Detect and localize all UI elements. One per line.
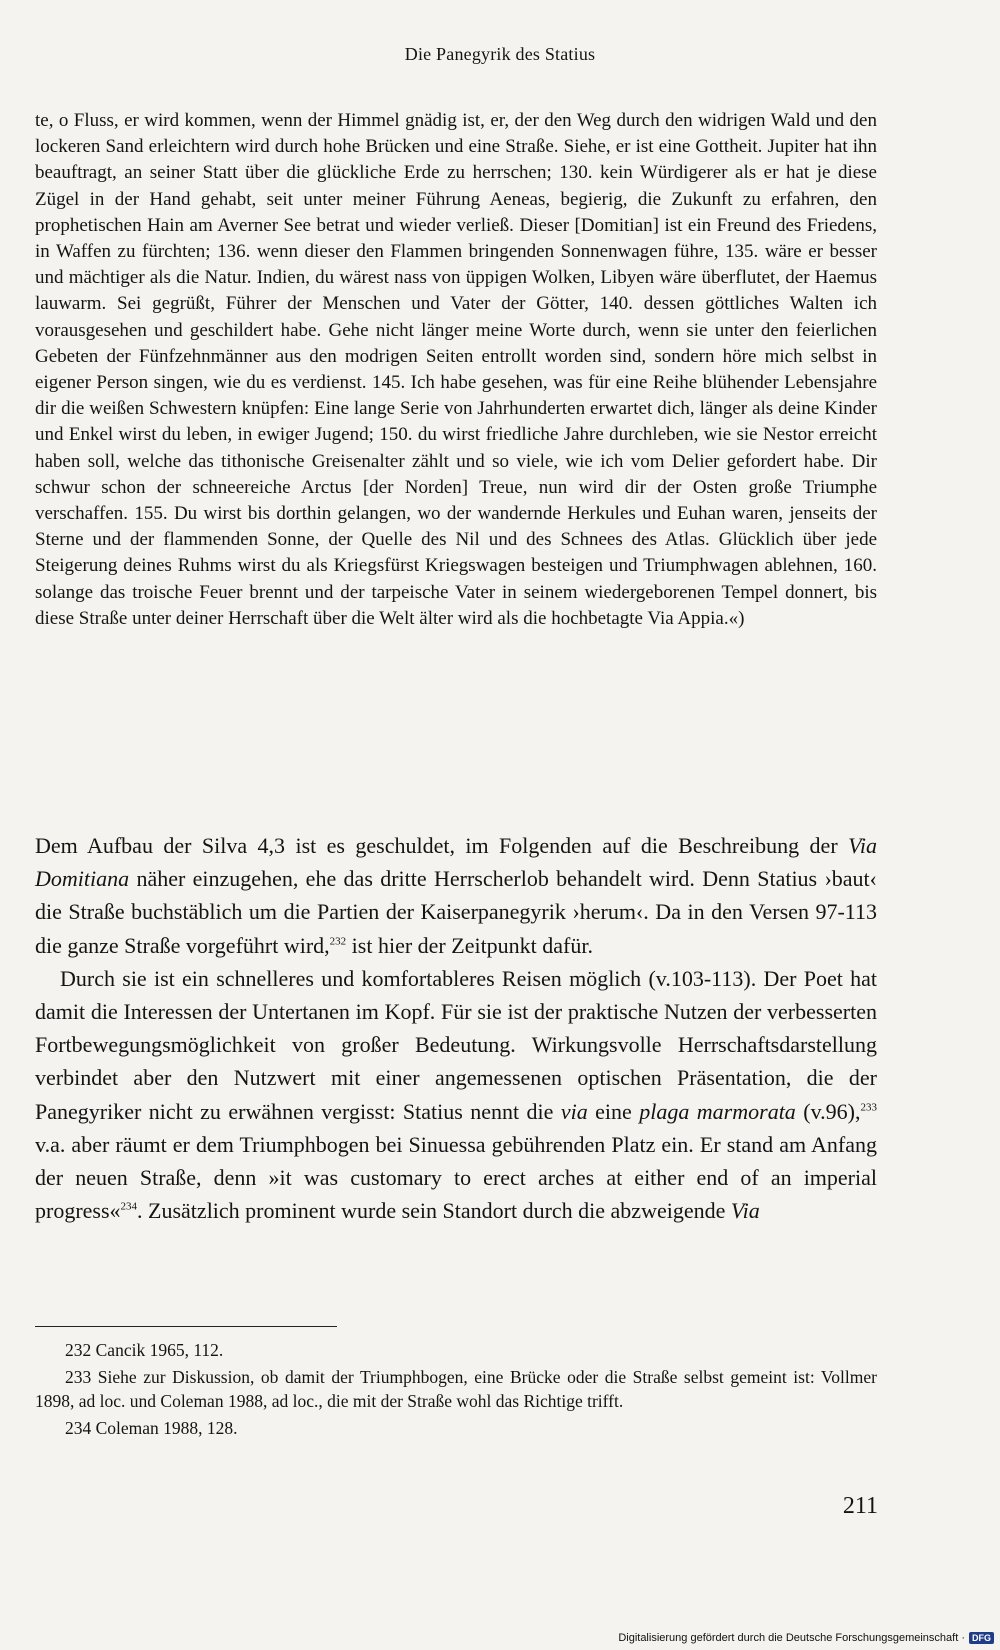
italic-term: via (560, 1098, 588, 1124)
main-text (35, 829, 877, 1227)
paragraph-text: . Zusätzlich prominent wurde sein Standort durch die abzweigende (137, 1198, 731, 1224)
footnote-ref-234[interactable]: 234 (120, 1200, 138, 1213)
paragraph-1 (35, 829, 877, 962)
footnote-ref-233[interactable]: 233 (860, 1101, 877, 1114)
italic-term: plaga marmorata (639, 1098, 796, 1124)
footnote-233: 233 Siehe zur Diskussion, ob damit der Triumphbogen, eine Brücke oder die Straße selbst gemeint ist: Vollmer 1898, ad loc. und Coleman 1988, ad loc., die mit der Straße wohl das Richtige trifft. (35, 1367, 877, 1411)
dfg-logo: DFG (969, 1632, 994, 1644)
paragraph-text: v.a. aber räumt er dem Triumphbogen bei Sinuessa gebührenden Platz ein. Er stand am Anfang der neuen Straße, denn »it was customary to erect arches at either end of an imperial progress« (35, 1131, 877, 1224)
paragraph-text: Durch sie ist ein schnelleres und komfortableres Reisen möglich (v.103-113). Der Poet hat damit die Interessen der Untertanen im Kopf. Für sie ist der praktische Nutzen der verbesserten Fortbewegungsmöglichkeit von großer Bedeutung. Wirkungsvolle Herrschaftsdarstellung verbindet aber den Nutzwert mit einer angemessenen optischen Präsentation, die der Panegyriker nicht zu erwähnen vergisst: Statius nennt die (35, 965, 877, 1124)
paragraph-text: Dem Aufbau der Silva 4,3 ist es geschuldet, im Folgenden auf die Beschreibung der (35, 833, 849, 858)
paragraph-text: eine (587, 1098, 640, 1124)
italic-term: Via (730, 1198, 760, 1224)
footnote-separator (35, 1326, 337, 1327)
footnote-ref-232[interactable]: 232 (329, 935, 347, 948)
translated-quote-block: te, o Fluss, er wird kommen, wenn der Himmel gnädig ist, er, der den Weg durch den widrigen Wald und den lockeren Sand erleichtern wird durch hohe Brücken und eine Straße. Siehe, er ist eine Gottheit. Jupiter hat ihn beauftragt, an seiner Statt über die glückliche Erde zu herrschen; 130. kein Würdigerer als er hat je diese Zügel in der Hand gehabt, seit unter meiner Führung Aeneas, begierig, die Zukunft zu erfahren, den prophetischen Hain am Averner See betrat und wieder verließ. Dieser [Domitian] ist ein Freund des Friedens, in Waffen zu fürchten; 136. wenn dieser den Flammen bringenden Sonnenwagen führe, 135. wäre er besser und mächtiger als die Natur. Indien, du wärest nass von üppigen Wolken, Libyen wäre überflutet, der Haemus lauwarm. Sei gegrüßt, Führer der Menschen und Vater der Götter, 140. dessen göttliches Walten ich vorausgesehen und geschildert habe. Gehe nicht länger meine Worte durch, wenn sie unter den feierlichen Gebeten der Fünfzehnmänner aus den modrigen Seiten entrollt worden sind, sondern höre mich selbst in eigener Person singen, wie du es verdienst. 145. Ich habe gesehen, was für eine Reihe blühender Lebensjahre dir die weißen Schwestern knüpfen: Eine lange Serie von Jahrhunderten erwartet dich, länger als deine Kinder und Enkel wirst du leben, in ewiger Jugend; 150. du wirst friedliche Jahre durchleben, wie sie Nestor erreicht haben soll, welche das tithonische Greisenalter zählt und so viele, wie ich vom Delier gefordert habe. Dir schwur schon der schneereiche Arctus [der Norden] Treue, nun wird dir der Osten große Triumphe verschaffen. 155. Du wirst bis dorthin gelangen, wo der wandernde Herkules und Euhan waren, jenseits der Sterne und der flammenden Sonne, der Quelle des Nil und des Schnees des Atlas. Glücklich über jede Steigerung deines Ruhms wirst du als Kriegsfürst Kriegswagen besteigen und Triumphwagen ablehnen, 160. solange das troische Feuer brennt und der tarpeische Vater in seinem wiedergeborenen Tempel donnert, bis diese Straße unter deiner Herrschaft über die Welt älter wird als die hochbetagte Via Appia.«) (35, 110, 877, 629)
page-number: 211 (842, 1493, 878, 1519)
funding-note (618, 1632, 994, 1644)
funding-text: Digitalisierung gefördert durch die Deutsche Forschungsgemeinschaft · (618, 1632, 965, 1644)
footnotes (35, 1338, 877, 1443)
paragraph-text: ist hier der Zeitpunkt dafür. (346, 932, 593, 958)
paragraph-text: (v.96), (795, 1098, 861, 1124)
paragraph-text: näher einzugehen, ehe das dritte Herrscherlob behandelt wird. Denn Statius ›baut‹ die Straße buchstäblich um die Partien der Kaiserpanegyrik ›herum‹. Da in den Versen 97-113 die ganze Straße vorgeführt wird, (35, 866, 877, 958)
paragraph-2 (35, 962, 877, 1228)
footnote-232: 232 Cancik 1965, 112. (65, 1340, 224, 1360)
running-header: Die Panegyrik des Statius (404, 44, 596, 64)
footnote-234: 234 Coleman 1988, 128. (65, 1418, 238, 1438)
italic-term: Via Domitiana (35, 833, 877, 892)
